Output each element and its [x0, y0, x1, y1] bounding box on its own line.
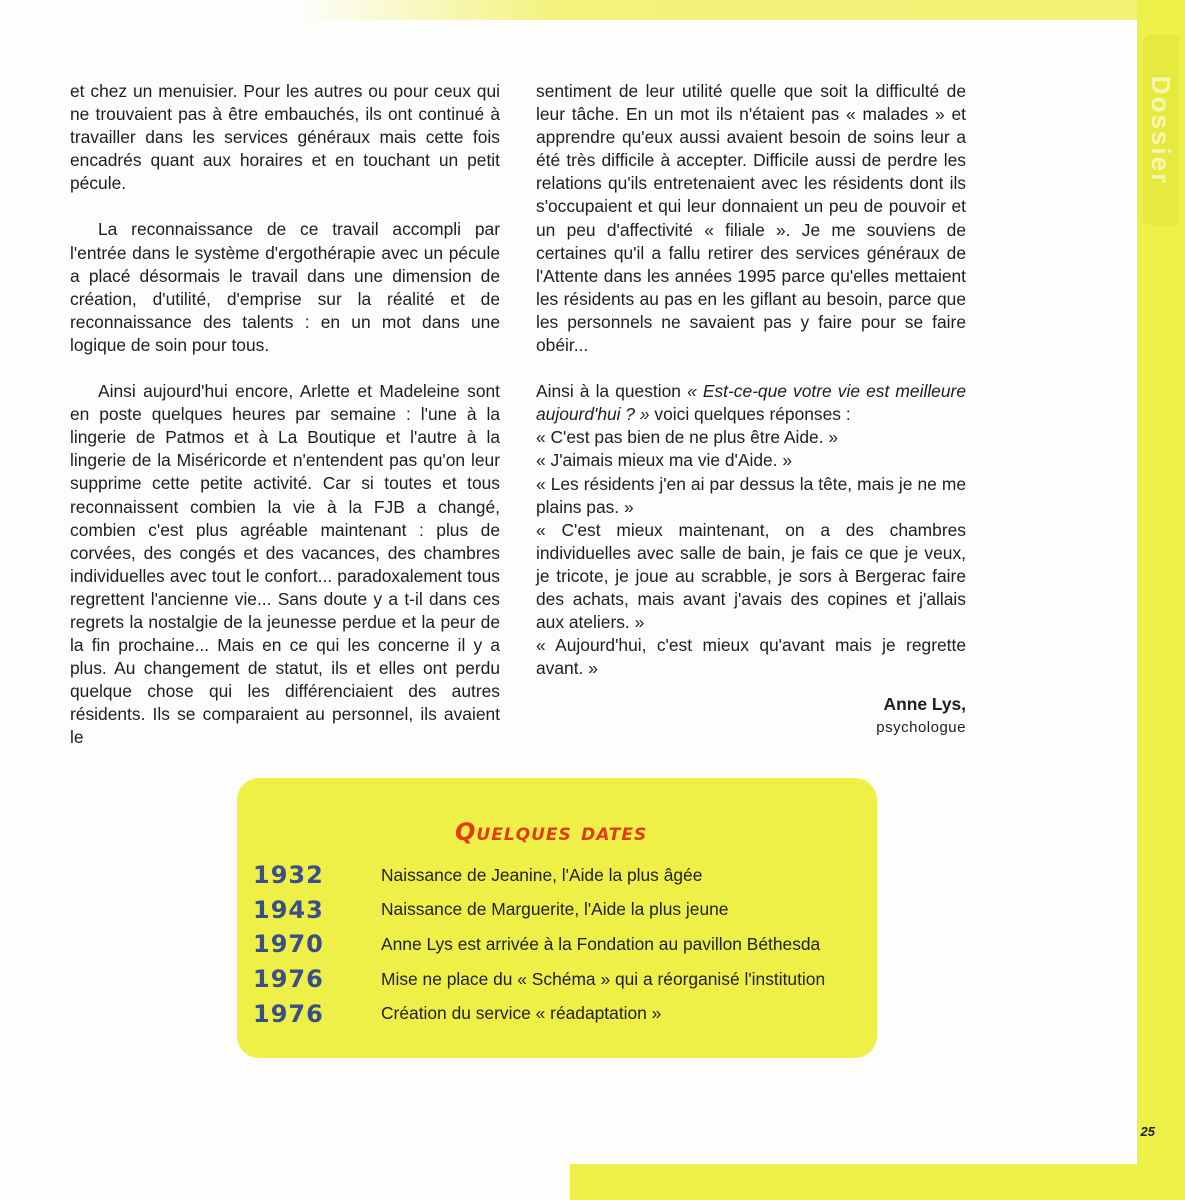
top-decorative-strip [300, 0, 1185, 20]
author-role: psychologue [876, 719, 966, 737]
answer-quote: « Les résidents j'en ai par dessus la tête, mais je ne me plains pas. » [536, 473, 966, 517]
date-row [253, 996, 825, 1031]
date-year: 1970 [253, 930, 324, 959]
paragraph: La reconnaissance de ce travail accompli par l'entrée dans le système d'ergothérapie avec un pécule a placé désormais le travail dans une dimension de création, d'utilité, d'emprise sur la réalité et de reconnaissance des talents : en un mot dans une logique de soin pour tous. [70, 219, 500, 355]
dates-list [253, 858, 825, 1031]
paragraph: sentiment de leur utilité quelle que soit la difficulté de leur tâche. En un mot ils n'étaient pas « malades » et apprendre qu'eux aussi avaient besoin de soins leur a été très difficile à accepter. Difficile aussi de perdre les relations qu'ils entretenaient avec les résidents dont ils s'occupaient et qui leur donnaient un peu de pouvoir et un peu d'affectivité « filiale ». Je me souviens de certaines qu'il a fallu retirer des services généraux de l'Attente dans les années 1995 parce qu'elles mettaient les résidents au pas en les giflant au besoin, parce que les personnels ne savaient pas y faire pour se faire obéir... [536, 81, 966, 356]
question-outro: voici quelques réponses : [654, 404, 851, 425]
dates-box [237, 778, 877, 1058]
left-column [70, 80, 500, 773]
page-number: 25 [1140, 1124, 1155, 1139]
date-year: 1943 [253, 895, 324, 924]
question-italic: « Est-ce-que votre vie est meilleure aujourd'hui ? » [536, 381, 966, 425]
date-row [253, 962, 825, 997]
bottom-decorative-strip [570, 1164, 1185, 1200]
answer-quote: « J'aimais mieux ma vie d'Aide. » [536, 450, 793, 471]
side-tab [1137, 0, 1185, 1200]
author-name: Anne Lys, [883, 694, 966, 715]
date-year: 1976 [253, 965, 324, 994]
side-tab-text: Dossier [1146, 75, 1177, 185]
right-column [536, 80, 966, 740]
answer-quote: « Aujourd'hui, c'est mieux qu'avant mais je regrette avant. » [536, 635, 966, 679]
question-intro: Ainsi à la question [536, 381, 681, 402]
date-event: Anne Lys est arrivée à la Fondation au pavillon Béthesda [381, 933, 821, 954]
question-line [536, 380, 966, 426]
answer-quote: « C'est pas bien de ne plus être Aide. » [536, 427, 839, 448]
date-row [253, 893, 825, 928]
date-row [253, 858, 825, 893]
date-event: Naissance de Jeanine, l'Aide la plus âgée [381, 864, 703, 885]
date-year: 1976 [253, 999, 324, 1028]
date-year: 1932 [253, 861, 324, 890]
date-event: Naissance de Marguerite, l'Aide la plus jeune [381, 899, 729, 920]
date-row [253, 927, 825, 962]
answer-quote: « C'est mieux maintenant, on a des chambres individuelles avec salle de bain, je fais ce que je veux, je tricote, je joue au scrabble, je sors à Bergerac faire des achats, mais avant j'avais des copines et j'allais aux ateliers. » [536, 519, 966, 633]
side-tab-label [1143, 35, 1179, 225]
paragraph: Ainsi aujourd'hui encore, Arlette et Madeleine sont en poste quelques heures par semaine : l'une à la lingerie de Patmos et à La Boutique et l'autre à la lingerie de la Miséricorde et n'entendent pas qu'on leur supprime cette petite activité. Car si toutes et tous reconnaissent combien la vie à la FJB a changé, combien c'est plus agréable maintenant : plus de corvées, des congés et des vacances, des chambres individuelles avec tout le confort... paradoxalement tous regrettent l'ancienne vie... Sans doute y a t-il dans ces regrets la nostalgie de la jeunesse perdue et la peur de la fin prochaine... Mais en ce qui les concerne il y a plus. Au changement de statut, ils et elles ont perdu quelque chose qui les différenciaient des autres résidents. Ils se comparaient au personnel, ils avaient le [70, 381, 500, 748]
date-event: Mise ne place du « Schéma » qui a réorganisé l'institution [381, 968, 826, 989]
paragraph: et chez un menuisier. Pour les autres ou pour ceux qui ne trouvaient pas à être embauchés, ils ont continué à travailler dans les services généraux mais cette fois encadrés quant aux horaires et en touchant un petit pécule. [70, 81, 500, 194]
dates-title: Quelques dates [455, 818, 648, 846]
signature [536, 692, 966, 740]
date-event: Création du service « réadaptation » [381, 1003, 662, 1024]
